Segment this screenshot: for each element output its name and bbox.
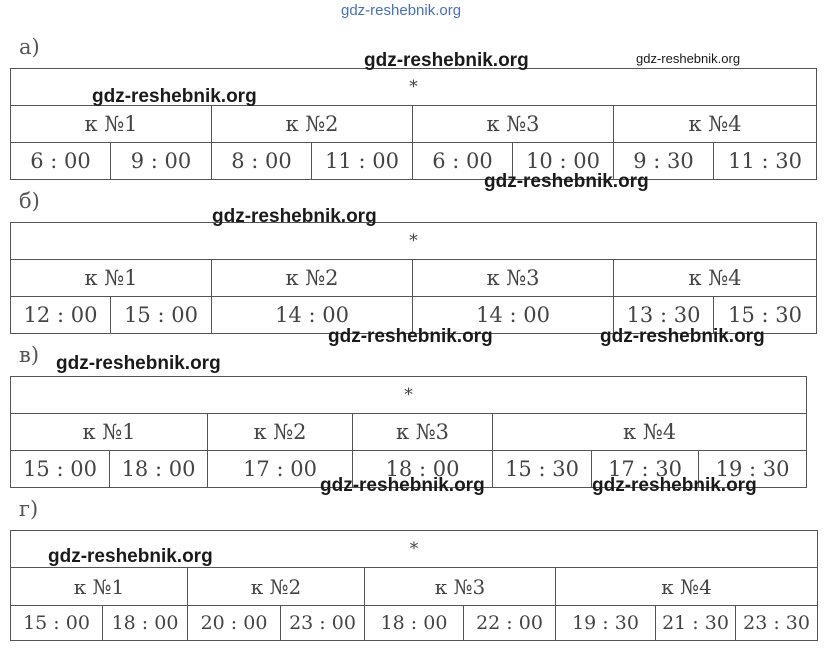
watermark-small: gdz-reshebnik.org	[636, 51, 741, 66]
time-cell: 12 : 00	[11, 297, 111, 334]
header-k3: к №3	[413, 260, 614, 297]
watermark: gdz-reshebnik.org	[212, 206, 377, 227]
time-cell: 13 : 30	[614, 297, 714, 334]
header-k4: к №4	[614, 260, 817, 297]
time-cell: 6 : 00	[11, 143, 111, 180]
root-star: *	[11, 531, 818, 568]
time-cell: 9 : 30	[614, 143, 714, 180]
time-cell: 18 : 00	[353, 451, 493, 488]
watermark: gdz-reshebnik.org	[48, 546, 213, 567]
label-v: в)	[19, 343, 40, 367]
time-cell: 18 : 00	[110, 451, 208, 488]
watermark: gdz-reshebnik.org	[484, 171, 649, 192]
header-k2: к №2	[208, 414, 353, 451]
watermark: gdz-reshebnik.org	[600, 326, 765, 347]
time-cell: 15 : 00	[111, 297, 212, 334]
time-cell: 15 : 30	[493, 451, 592, 488]
time-cell: 14 : 00	[413, 297, 614, 334]
label-b: б)	[19, 189, 40, 213]
header-k4: к №4	[493, 414, 807, 451]
time-cell: 19 : 30	[699, 451, 807, 488]
time-cell: 22 : 00	[464, 606, 556, 641]
time-cell: 20 : 00	[188, 606, 281, 641]
watermark: gdz-reshebnik.org	[320, 475, 485, 496]
header-k4: к №4	[614, 106, 817, 143]
time-cell: 23 : 30	[736, 606, 818, 641]
time-cell: 15 : 30	[714, 297, 817, 334]
header-k3: к №3	[365, 568, 556, 606]
root-star: *	[11, 223, 817, 260]
time-cell: 14 : 00	[212, 297, 413, 334]
table-v	[10, 376, 807, 488]
header-k1: к №1	[11, 106, 212, 143]
time-cell: 8 : 00	[212, 143, 312, 180]
header-k2: к №2	[188, 568, 365, 606]
time-cell: 18 : 00	[365, 606, 464, 641]
time-cell: 15 : 00	[11, 451, 110, 488]
time-cell: 11 : 00	[312, 143, 413, 180]
time-cell: 6 : 00	[413, 143, 513, 180]
label-g: г)	[19, 497, 39, 521]
header-k3: к №3	[413, 106, 614, 143]
header-k3: к №3	[353, 414, 493, 451]
watermark: gdz-reshebnik.org	[56, 353, 221, 374]
time-cell: 11 : 30	[714, 143, 817, 180]
header-k1: к №1	[11, 260, 212, 297]
root-star: *	[11, 377, 807, 414]
time-cell: 21 : 30	[656, 606, 736, 641]
time-cell: 15 : 00	[11, 606, 103, 641]
header-k1: к №1	[11, 414, 208, 451]
time-cell: 17 : 00	[208, 451, 353, 488]
watermark: gdz-reshebnik.org	[92, 86, 257, 107]
watermark: gdz-reshebnik.org	[328, 326, 493, 347]
time-cell: 23 : 00	[281, 606, 365, 641]
watermark-top[interactable]: gdz-reshebnik.org	[341, 2, 462, 19]
root-star: *	[11, 69, 817, 106]
watermark: gdz-reshebnik.org	[364, 50, 529, 71]
watermark: gdz-reshebnik.org	[592, 475, 757, 496]
header-k2: к №2	[212, 260, 413, 297]
header-k2: к №2	[212, 106, 413, 143]
time-cell: 10 : 00	[513, 143, 614, 180]
header-k4: к №4	[556, 568, 818, 606]
header-k1: к №1	[11, 568, 188, 606]
label-a: а)	[19, 35, 40, 59]
time-cell: 18 : 00	[103, 606, 188, 641]
time-cell: 19 : 30	[556, 606, 656, 641]
table-b	[10, 222, 817, 334]
time-cell: 17 : 30	[592, 451, 699, 488]
time-cell: 9 : 00	[111, 143, 212, 180]
table-a	[10, 68, 817, 180]
